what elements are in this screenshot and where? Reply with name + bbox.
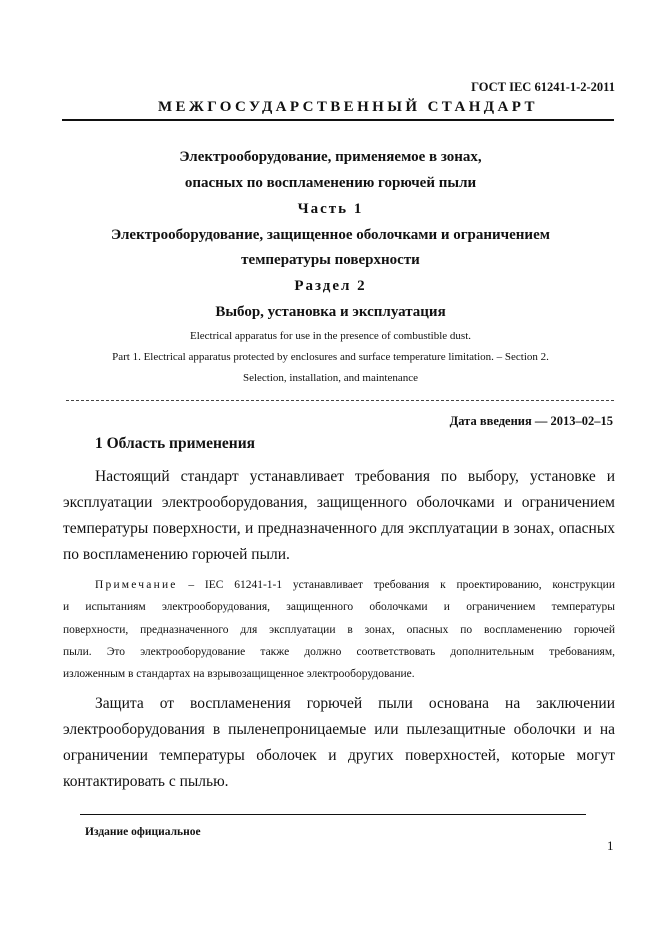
page-number: 1 [607, 838, 614, 853]
title-line-2: опасных по воспламенению горючей пыли [184, 175, 477, 191]
subtitle-line-1: Электрооборудование, защищенное оболочками и ограничением [111, 227, 550, 243]
paragraph-1-line: эксплуатации электрооборудования, защищенного оболочками и ограничением [63, 494, 615, 511]
section-label: Раздел 2 [294, 278, 367, 294]
note-label: Примечание [95, 579, 178, 591]
subtitle-line-2: температуры поверхности [241, 252, 420, 268]
paragraph-1-line: температуры поверхности, и предназначенного для эксплуатации в зонах, опасных [63, 520, 615, 537]
edition-label: Издание официальное [85, 826, 201, 838]
paragraph-1-line: по воспламенению горючей пыли. [63, 546, 290, 563]
introduction-date: Дата введения — 2013–02–15 [449, 414, 613, 428]
title-rule [62, 119, 614, 121]
paragraph-2-line: Защита от воспламенения горючей пыли основана на заключении [95, 695, 615, 712]
paragraph-2-line: электрооборудования в пыленепроницаемые или пылезащитные оболочки и на [63, 721, 615, 738]
english-title-line-2: Part 1. Electrical apparatus protected by enclosures and surface temperature limitation. – Section 2. [112, 351, 549, 363]
english-title-line-3: Selection, installation, and maintenance [242, 372, 419, 384]
english-title-line-1: Electrical apparatus for use in the presence of combustible dust. [189, 330, 471, 342]
document-code: ГОСТ IEC 61241-1-2-2011 [471, 80, 615, 94]
note-text: – IEC 61241-1-1 устанавливает требования к проектированию, конструкции [177, 579, 615, 591]
paragraph-1-line: Настоящий стандарт устанавливает требования по выбору, установке и [95, 468, 615, 485]
separator-rule [66, 400, 614, 401]
section-heading: 1 Область применения [95, 435, 256, 452]
footer-rule [80, 814, 586, 815]
note-line: пыли. Это электрооборудование также должно соответствовать дополнительным требованиям, [63, 646, 615, 658]
paragraph-2-line: контактировать с пылью. [63, 773, 229, 790]
title-line-1: Электрооборудование, применяемое в зонах, [179, 149, 482, 165]
paragraph-2-line: ограничении температуры оболочек и других поверхностей, которые могут [63, 747, 615, 764]
note-line: поверхности, предназначенного для эксплуатации в зонах, опасных по воспламенению горючей [63, 624, 615, 636]
note-line: и испытаниям электрооборудования, защищенного оболочками и ограничением температуры [63, 601, 615, 613]
part-label: Часть 1 [297, 201, 364, 217]
section-title: Выбор, установка и эксплуатация [215, 304, 446, 320]
standard-title: МЕЖГОСУДАРСТВЕННЫЙ СТАНДАРТ [158, 99, 538, 115]
note-line [95, 574, 615, 597]
note-line: изложенным в стандартах на взрывозащищенное электрооборудование. [63, 668, 415, 680]
